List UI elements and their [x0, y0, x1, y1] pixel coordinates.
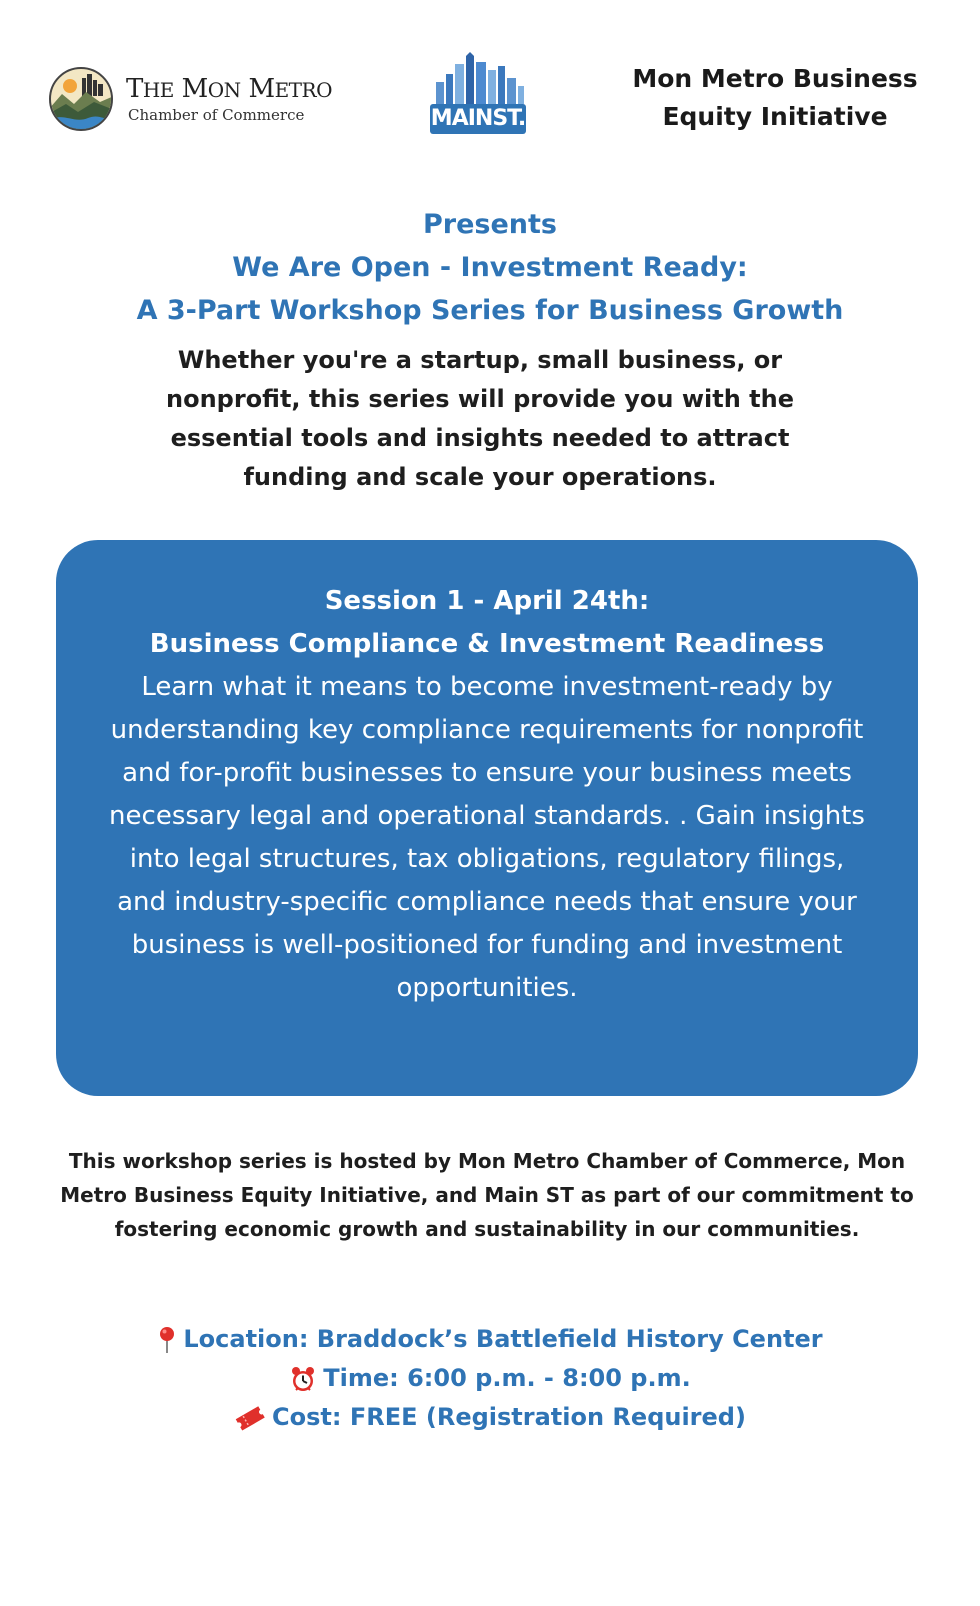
session-date: Session 1 - April 24th: [324, 586, 650, 616]
chamber-logo-subtitle: Chamber of Commerce [128, 106, 305, 124]
equity-title-line1: Mon Metro Business [632, 64, 918, 93]
location-text: Location: Braddock’s Battlefield History Center [183, 1325, 823, 1353]
time-text: Time: 6:00 p.m. - 8:00 p.m. [323, 1364, 691, 1392]
header [0, 0, 980, 170]
series-subtitle: A 3-Part Workshop Series for Business Growth [136, 295, 844, 326]
ticket-icon [234, 1405, 266, 1431]
series-title: We Are Open - Investment Ready: [232, 252, 748, 283]
mainst-logo [428, 52, 528, 136]
mon-metro-chamber-logo [48, 66, 378, 132]
session-topic: Business Compliance & Investment Readiness [149, 629, 825, 659]
equity-title-line2: Equity Initiative [662, 102, 888, 131]
hosted-by-paragraph: This workshop series is hosted by Mon Metro Chamber of Commerce, Mon Metro Business Equity Initiative, and Main ST as part of our commitment to fostering economic growth and sustainability in our communities. [60, 1149, 914, 1241]
chamber-logo-name: THE MON METRO [126, 74, 332, 104]
equity-initiative-title [610, 60, 940, 136]
session-title [56, 580, 918, 666]
cost-text: Cost: FREE (Registration Required) [272, 1403, 746, 1431]
mainst-logo-text: MAINST. [430, 104, 526, 134]
session-description: Learn what it means to become investment-ready by understanding key compliance requirements for nonprofit and for-profit businesses to ensure your business meets necessary legal and operational standards. . Gain insights into legal structures, tax obligations, regulatory filings, and industry-specific compliance needs that ensure your business is well-positioned for funding and investment opportunities. [109, 672, 865, 1003]
location-line [0, 1320, 980, 1359]
presents-heading [0, 203, 980, 332]
event-details [0, 1320, 980, 1437]
city-skyline-icon [428, 52, 528, 104]
session-card [56, 540, 918, 1096]
mountain-river-emblem-icon [48, 66, 114, 132]
intro-paragraph: Whether you're a startup, small business, or nonprofit, this series will provide you with the essential tools and insights needed to attract funding and scale your operations. [166, 346, 794, 491]
alarm-clock-icon [289, 1365, 317, 1393]
presents-label: Presents [423, 209, 557, 240]
pushpin-icon [157, 1326, 177, 1354]
time-line [0, 1359, 980, 1398]
cost-line [0, 1398, 980, 1437]
